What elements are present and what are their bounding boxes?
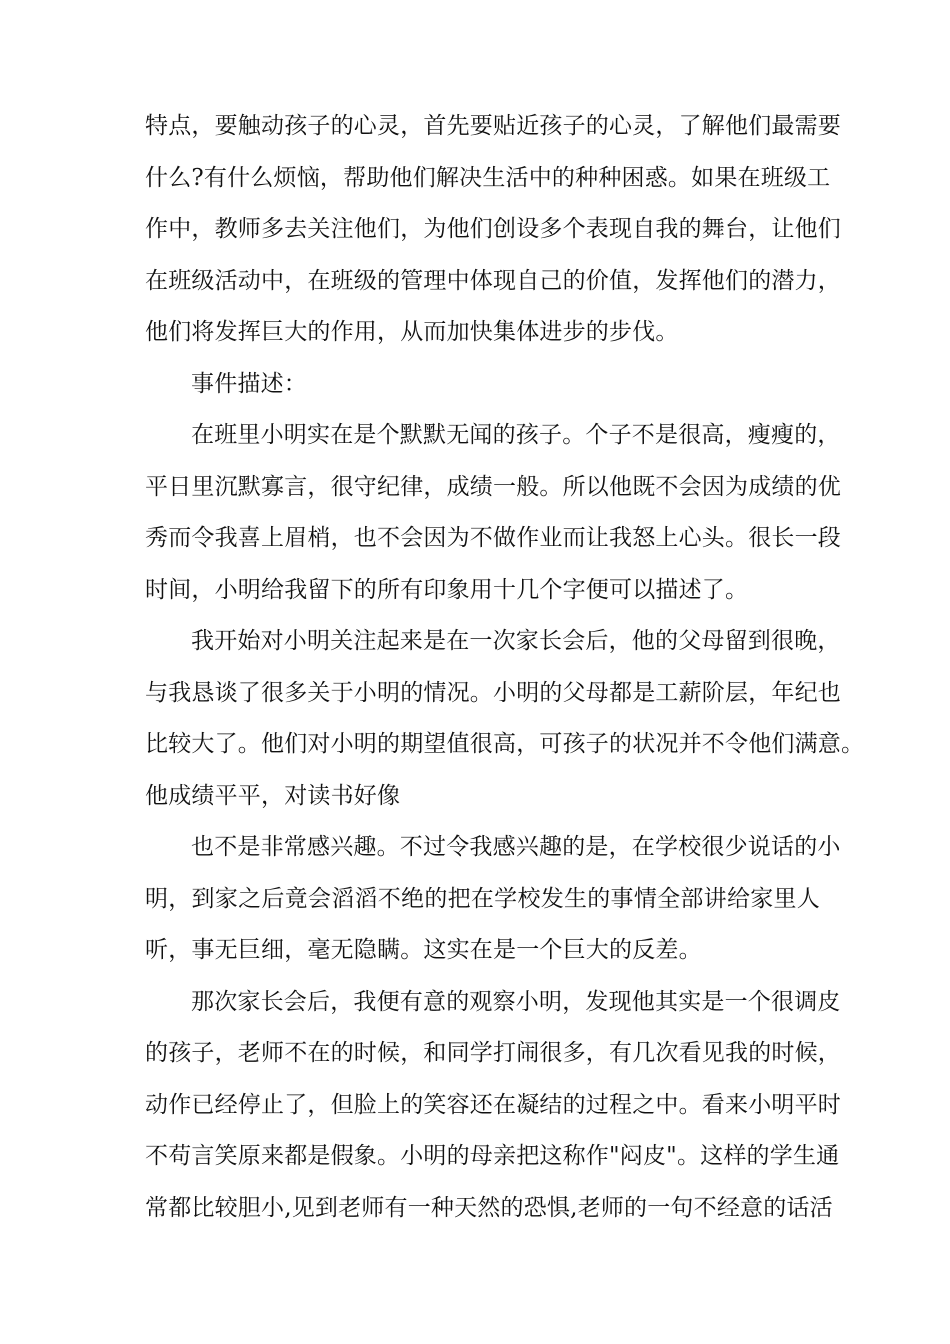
text-line: 不苟言笑原来都是假象。小明的母亲把这称作"闷皮"。这样的学生通 bbox=[145, 1143, 840, 1169]
text-line: 与我恳谈了很多关于小明的情况。小明的父母都是工薪阶层，年纪也 bbox=[145, 679, 841, 706]
text-line: 时间，小明给我留下的所有印象用十几个字便可以描述了。 bbox=[145, 576, 749, 603]
text-line: 他成绩平平，对读书好像 bbox=[145, 782, 401, 809]
text-line: 明，到家之后竟会滔滔不绝的把在学校发生的事情全部讲给家里人 bbox=[145, 885, 820, 912]
paragraph bbox=[145, 977, 841, 1235]
paragraph bbox=[145, 101, 841, 359]
text-line: 的孩子，老师不在的时候，和同学打闹很多，有几次看见我的时候， bbox=[145, 1040, 841, 1066]
paragraph bbox=[145, 822, 841, 977]
text-line: 作中，教师多去关注他们，为他们创设多个表现自我的舞台，让他们 bbox=[145, 216, 841, 242]
text-line: 特点，要触动孩子的心灵，首先要贴近孩子的心灵，了解他们最需要 bbox=[145, 113, 841, 139]
text-line: 那次家长会后，我便有意的观察小明，发现他其实是一个很调皮 bbox=[191, 988, 841, 1015]
document-body bbox=[145, 101, 865, 1234]
text-line: 秀而令我喜上眉梢，也不会因为不做作业而让我怒上心头。很长一段 bbox=[145, 525, 841, 551]
text-line: 我开始对小明关注起来是在一次家长会后，他的父母留到很晚， bbox=[191, 628, 841, 654]
paragraph bbox=[145, 359, 820, 411]
text-line: 什么?有什么烦恼，帮助他们解决生活中的种种困惑。如果在班级工 bbox=[145, 164, 831, 191]
text-line: 他们将发挥巨大的作用，从而加快集体进步的步伐。 bbox=[145, 319, 679, 345]
text-line: 在班级活动中，在班级的管理中体现自己的价值，发挥他们的潜力， bbox=[145, 267, 841, 294]
paragraph bbox=[145, 616, 865, 822]
text-line: 比较大了。他们对小明的期望值很高，可孩子的状况并不令他们满意。 bbox=[145, 731, 865, 757]
text-line: 听，事无巨细，毫无隐瞒。这实在是一个巨大的反差。 bbox=[145, 937, 702, 963]
text-line: 动作已经停止了，但脸上的笑容还在凝结的过程之中。看来小明平时 bbox=[145, 1091, 841, 1118]
text-line: 也不是非常感兴趣。不过令我感兴趣的是，在学校很少说话的小 bbox=[191, 834, 841, 860]
text-line: 常都比较胆小,见到老师有一种天然的恐惧,老师的一句不经意的话活 bbox=[145, 1194, 833, 1221]
text-line: 平日里沉默寡言，很守纪律，成绩一般。所以他既不会因为成绩的优 bbox=[145, 473, 841, 500]
paragraph bbox=[145, 410, 841, 616]
text-line: 事件描述： bbox=[191, 370, 307, 397]
text-line: 在班里小明实在是个默默无闻的孩子。个子不是很高，瘦瘦的， bbox=[191, 422, 841, 448]
